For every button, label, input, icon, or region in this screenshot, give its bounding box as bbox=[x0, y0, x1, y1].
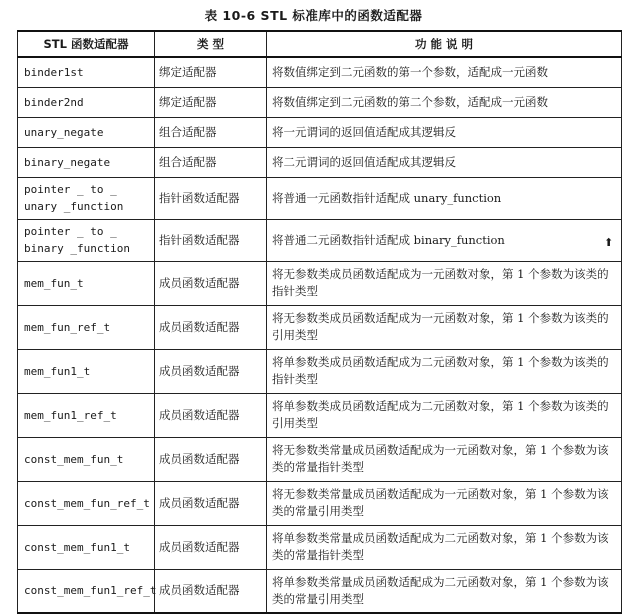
adapter-type: 指针函数适配器 bbox=[155, 177, 267, 219]
adapter-description: 将无参数类常量成员函数适配成为一元函数对象，第 1 个参数为该类的常量指针类型 bbox=[267, 437, 622, 481]
adapter-type: 成员函数适配器 bbox=[155, 481, 267, 525]
table-row bbox=[18, 305, 622, 349]
adapter-name: binary_negate bbox=[18, 147, 155, 177]
table-row bbox=[18, 117, 622, 147]
adapter-name: const_mem_fun1_t bbox=[18, 525, 155, 569]
adapter-type: 组合适配器 bbox=[155, 117, 267, 147]
column-header-type: 类 型 bbox=[155, 31, 267, 57]
adapter-description: 将数值绑定到二元函数的第二个参数，适配成一元函数 bbox=[267, 87, 622, 117]
adapter-name: mem_fun1_t bbox=[18, 349, 155, 393]
adapter-type: 成员函数适配器 bbox=[155, 569, 267, 613]
table-caption: 表 10-6 STL 标准库中的函数适配器 bbox=[204, 8, 423, 23]
adapter-name: pointer _ to _ unary _function bbox=[18, 177, 155, 219]
adapter-description: 将无参数类常量成员函数适配成为一元函数对象，第 1 个参数为该类的常量引用类型 bbox=[267, 481, 622, 525]
adapter-description: 将一元谓词的返回值适配成其逻辑反 bbox=[267, 117, 622, 147]
adapter-type: 成员函数适配器 bbox=[155, 349, 267, 393]
adapter-type: 绑定适配器 bbox=[155, 87, 267, 117]
table-row bbox=[18, 393, 622, 437]
adapter-type: 成员函数适配器 bbox=[155, 437, 267, 481]
adapter-type: 成员函数适配器 bbox=[155, 525, 267, 569]
table-row bbox=[18, 147, 622, 177]
adapter-description: 将无参数类成员函数适配成为一元函数对象，第 1 个参数为该类的引用类型 bbox=[267, 305, 622, 349]
adapter-description: 将单参数类常量成员函数适配成为二元函数对象，第 1 个参数为该类的常量引用类型 bbox=[267, 569, 622, 613]
adapter-type: 成员函数适配器 bbox=[155, 305, 267, 349]
adapter-type: 成员函数适配器 bbox=[155, 261, 267, 305]
table-header-row bbox=[18, 31, 622, 57]
adapter-name: mem_fun_ref_t bbox=[18, 305, 155, 349]
table-row bbox=[18, 525, 622, 569]
stray-arrow-mark: ⬆ bbox=[604, 236, 614, 249]
adapter-name: mem_fun1_ref_t bbox=[18, 393, 155, 437]
adapter-name: unary_negate bbox=[18, 117, 155, 147]
adapter-description: 将数值绑定到二元函数的第一个参数，适配成一元函数 bbox=[267, 57, 622, 87]
adapter-name: const_mem_fun_t bbox=[18, 437, 155, 481]
adapter-name: binder1st bbox=[18, 57, 155, 87]
adapter-name: binder2nd bbox=[18, 87, 155, 117]
adapter-name: mem_fun_t bbox=[18, 261, 155, 305]
column-header-adapter: STL 函数适配器 bbox=[18, 31, 155, 57]
table-row bbox=[18, 481, 622, 525]
table-row bbox=[18, 569, 622, 613]
adapter-description: 将二元谓词的返回值适配成其逻辑反 bbox=[267, 147, 622, 177]
adapter-type: 成员函数适配器 bbox=[155, 393, 267, 437]
table-row bbox=[18, 349, 622, 393]
table-row bbox=[18, 87, 622, 117]
table-row bbox=[18, 437, 622, 481]
adapter-description: 将单参数类成员函数适配成为二元函数对象，第 1 个参数为该类的指针类型 bbox=[267, 349, 622, 393]
adapter-type: 绑定适配器 bbox=[155, 57, 267, 87]
adapter-description: 将单参数类常量成员函数适配成为二元函数对象，第 1 个参数为该类的常量指针类型 bbox=[267, 525, 622, 569]
table-row bbox=[18, 219, 622, 261]
adapter-description: 将单参数类成员函数适配成为二元函数对象，第 1 个参数为该类的引用类型 bbox=[267, 393, 622, 437]
table-row bbox=[18, 57, 622, 87]
adapter-description: 将普通二元函数指针适配成 binary_function bbox=[267, 219, 622, 261]
adapter-description: 将无参数类成员函数适配成为一元函数对象，第 1 个参数为该类的指针类型 bbox=[267, 261, 622, 305]
function-adapter-table bbox=[17, 30, 622, 614]
adapter-name: const_mem_fun_ref_t bbox=[18, 481, 155, 525]
adapter-type: 组合适配器 bbox=[155, 147, 267, 177]
table-row bbox=[18, 177, 622, 219]
adapter-name: pointer _ to _ binary _function bbox=[18, 219, 155, 261]
adapter-description: 将普通一元函数指针适配成 unary_function bbox=[267, 177, 622, 219]
table-row bbox=[18, 261, 622, 305]
adapter-name: const_mem_fun1_ref_t bbox=[18, 569, 155, 613]
column-header-description: 功 能 说 明 bbox=[267, 31, 622, 57]
adapter-type: 指针函数适配器 bbox=[155, 219, 267, 261]
